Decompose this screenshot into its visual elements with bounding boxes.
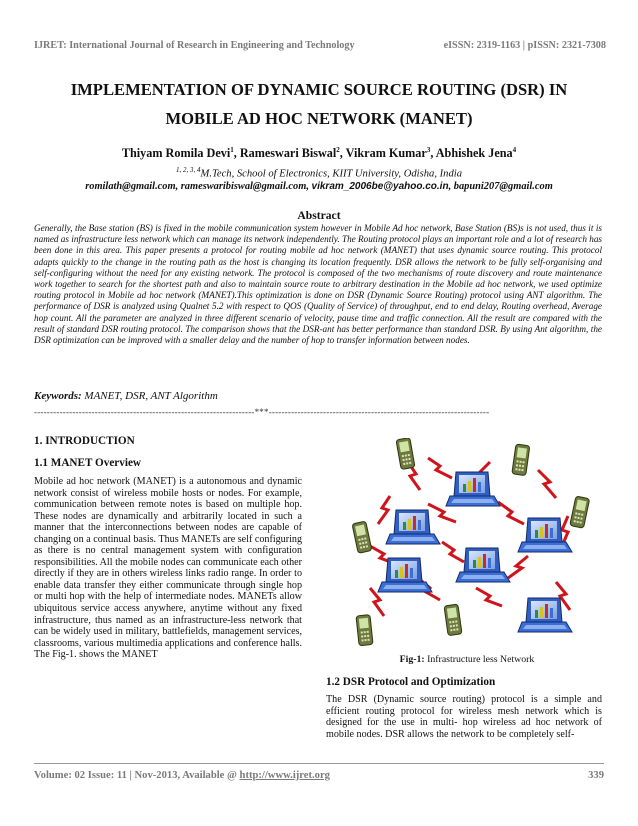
keywords-label: Keywords: bbox=[34, 390, 82, 402]
author-name: Rameswari Biswal bbox=[239, 146, 337, 161]
mobile-phone-icon bbox=[356, 615, 373, 646]
journal-header bbox=[34, 40, 606, 51]
mobile-phone-icon bbox=[570, 496, 590, 528]
email-link[interactable]: romilath@gmail.com bbox=[85, 181, 176, 192]
author-sep: , bbox=[233, 146, 240, 161]
laptop-icon bbox=[386, 510, 440, 544]
page-number: 339 bbox=[588, 770, 604, 781]
laptop-icon bbox=[378, 558, 432, 592]
affiliation-sup: 1, 2, 3, 4 bbox=[176, 166, 201, 174]
author-sep: , bbox=[339, 146, 346, 161]
author-emails bbox=[30, 181, 608, 192]
mobile-phone-icon bbox=[512, 444, 530, 476]
laptop-icon bbox=[456, 548, 510, 582]
link-bolt bbox=[508, 556, 528, 578]
author-sup: 2 bbox=[336, 146, 340, 154]
link-bolt bbox=[428, 458, 452, 478]
title-line-2: MOBILE AD HOC NETWORK (MANET) bbox=[165, 109, 473, 128]
figure-caption bbox=[330, 654, 604, 665]
title-line-1: IMPLEMENTATION OF DYNAMIC SOURCE ROUTING (DSR) IN bbox=[70, 80, 568, 99]
footer-volume-text: Volume: 02 Issue: 11 | Nov-2013, Available @ bbox=[34, 770, 240, 781]
author-sup: 4 bbox=[512, 146, 517, 154]
paper-title bbox=[30, 75, 608, 133]
email-sep: , bbox=[306, 181, 312, 192]
mobile-phone-icon bbox=[444, 604, 462, 636]
link-bolt bbox=[476, 588, 502, 606]
network-illustration bbox=[330, 438, 610, 648]
subsection-heading-manet-overview: 1.1 MANET Overview bbox=[34, 457, 141, 469]
page-footer bbox=[34, 770, 604, 781]
affiliation-text: M.Tech, School of Electronics, KIIT University, Odisha, India bbox=[200, 168, 462, 180]
link-bolt bbox=[498, 502, 524, 524]
email-sep: , bbox=[448, 181, 454, 192]
laptop-icon bbox=[446, 472, 500, 506]
manet-overview-body: Mobile ad hoc network (MANET) is a autonomous and dynamic network consist of wireless mobile hosts or nodes. For example, communication between remote notes is based on multiple hop. These nodes are dynamically and arbitrarily located in such a manner that the interconnections between nodes are capable of changing on a continual basis. Thus MANETs are self configuring as there is no central management system with configuration responsibilities. All the mobile nodes can communicate each other directly if they are in others wireless links radio range. In order to enable data transfer they either communicate through single hop or multi hop with the help of intermediate nodes. MANETs allow ubiquitous service access anywhere, anytime without any fixed infrastructure, thus named as an infrastructure-less network that can be widely used in military, battlefields, management services, classrooms, various multimedia applications and conference halls. The Fig-1. shows the MANET bbox=[34, 476, 302, 661]
figure-infrastructure-less-network bbox=[330, 438, 610, 648]
figure-caption-label: Fig-1: bbox=[399, 654, 425, 665]
journal-url-link[interactable]: http://www.ijret.org bbox=[239, 770, 330, 781]
subsection-heading-dsr: 1.2 DSR Protocol and Optimization bbox=[326, 676, 496, 688]
section-separator: ---------------------------------------------------------------------***--------------------------------------------------------------------- bbox=[34, 407, 490, 417]
abstract-heading: Abstract bbox=[297, 209, 341, 222]
section-heading-introduction: 1. INTRODUCTION bbox=[34, 435, 135, 447]
figure-caption-text: Infrastructure less Network bbox=[424, 654, 535, 665]
author-name: Vikram Kumar bbox=[345, 146, 427, 161]
author-sup: 1 bbox=[230, 146, 234, 154]
footer-volume-info bbox=[34, 770, 330, 781]
email-link[interactable]: bapuni207@gmail.com bbox=[453, 181, 553, 192]
author-name: Abhishek Jena bbox=[435, 146, 513, 161]
abstract-body: Generally, the Base station (BS) is fixed in the mobile communication system however in Mobile Ad hoc network, Base Station (BS)s is not used, thus it is named as infrastructure less network which can manage its network independently. The Routing protocol plays an important role and a lot of research has been done in this area. This paper presents a protocol for routing mobile ad hoc network (MANET) that uses dynamic source routing. This protocol adapts quickly to the change in the routing path as the host is changing its location frequently. DSR allows the network to be fully self-organising and self-configuring without the need for any existing network. The protocol is composed of the two mechanisms of route discovery and route maintenance work together to search for the shortest path and also to maintain source route to arbitrary destination in the Mobile ad hoc network, we used optimize routing protocol in Mobile ad hoc network (MANET).This optimization is done on DSR (Dynamic Source Routing) protocol using ANT algorithm. The performance of DSR is analyzed using Qualnet 5.2 with respect to QOS (Quality of Service) of throughput, end to end delay, Routing overhead, Average hop count. All the parameter are analyzed in three different scenario of velocity, pause time and traffic connection. All the result are compared with the result of standard DSR routing protocol. The comparison shows that the DSR-ant has better performance than standard DSR. By using Ant algorithm, the DSR optimization can be improved with a smaller delay and the number of hop to transfer information between nodes. bbox=[34, 223, 602, 346]
link-bolt bbox=[538, 470, 556, 498]
affiliation bbox=[30, 166, 608, 180]
author-list bbox=[30, 146, 608, 161]
link-bolt bbox=[428, 504, 456, 522]
email-sep: , bbox=[175, 181, 181, 192]
email-link[interactable]: rameswaribiswal@gmail.com bbox=[180, 181, 307, 192]
mobile-phone-icon bbox=[352, 521, 372, 553]
footer-divider bbox=[34, 763, 604, 764]
author-name: Thiyam Romila Devi bbox=[121, 146, 231, 161]
keywords-text: MANET, DSR, ANT Algorithm bbox=[81, 390, 218, 402]
link-bolt bbox=[442, 542, 464, 562]
email-link[interactable]: vikram_2006be@yahoo.co.in bbox=[311, 181, 449, 192]
journal-name: IJRET: International Journal of Research in Engineering and Technology bbox=[34, 40, 355, 51]
author-sup: 3 bbox=[426, 146, 431, 154]
mobile-phone-icon bbox=[396, 438, 415, 470]
keywords bbox=[34, 390, 602, 402]
link-bolt bbox=[378, 496, 390, 524]
author-sep: , bbox=[430, 146, 436, 161]
issn: eISSN: 2319-1163 | pISSN: 2321-7308 bbox=[443, 40, 606, 51]
dsr-body: The DSR (Dynamic source routing) protocol is a simple and efficient routing protocol for wireless mesh network which is designed for the use in multi- hop wireless ad hoc network of mobile nodes. DSR allows the network to be completely self- bbox=[326, 694, 602, 740]
